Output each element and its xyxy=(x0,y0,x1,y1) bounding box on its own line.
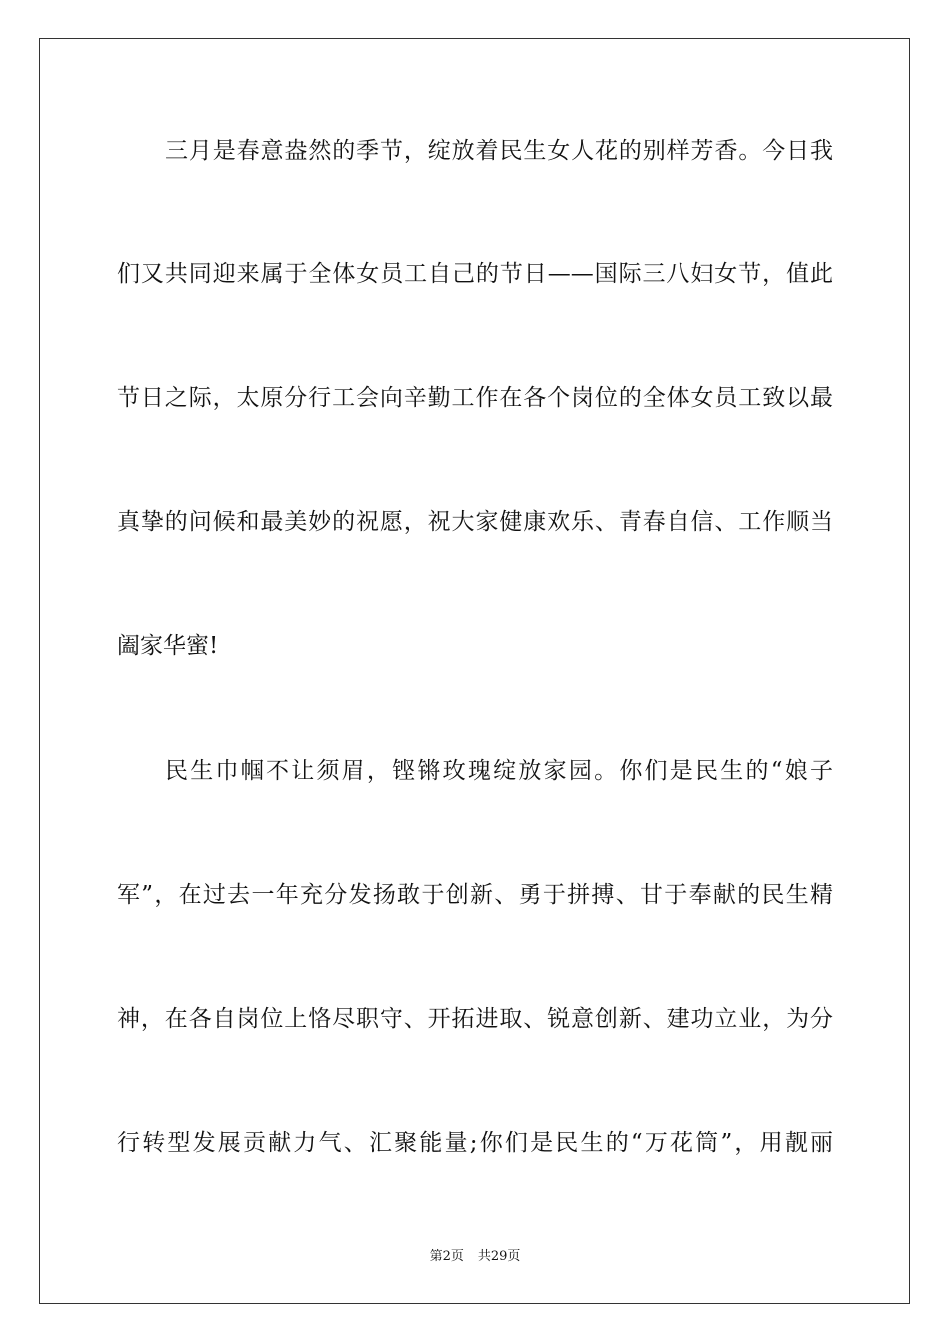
paragraph-1-line-1: 三月是春意盎然的季节，绽放着民生女人花的别样芳香。今日我 xyxy=(165,138,833,164)
page-number: 第2页 xyxy=(429,1249,464,1264)
paragraph-1-line-5: 阖家华蜜! xyxy=(117,633,219,659)
paragraph-2-line-3: 神，在各自岗位上恪尽职守、开拓进取、锐意创新、建功立业，为分 xyxy=(117,1006,833,1032)
paragraph-1-line-2: 们又共同迎来属于全体女员工自己的节日——国际三八妇女节，值此 xyxy=(117,261,833,287)
paragraph-1-line-3: 节日之际，太原分行工会向辛勤工作在各个岗位的全体女员工致以最 xyxy=(117,385,833,411)
page-total: 共29页 xyxy=(477,1249,521,1264)
page-footer xyxy=(0,1248,950,1266)
paragraph-2-line-2: 军”，在过去一年充分发扬敢于创新、勇于拼搏、甘于奉献的民生精 xyxy=(117,882,833,908)
paragraph-1-line-4: 真挚的问候和最美妙的祝愿，祝大家健康欢乐、青春自信、工作顺当 xyxy=(117,509,833,535)
paragraph-2-line-4: 行转型发展贡献力气、汇聚能量;你们是民生的“万花筒”，用靓丽 xyxy=(117,1130,833,1156)
paragraph-2-line-1: 民生巾帼不让须眉，铿锵玫瑰绽放家园。你们是民生的“娘子 xyxy=(165,758,833,784)
page-frame xyxy=(39,38,910,1304)
